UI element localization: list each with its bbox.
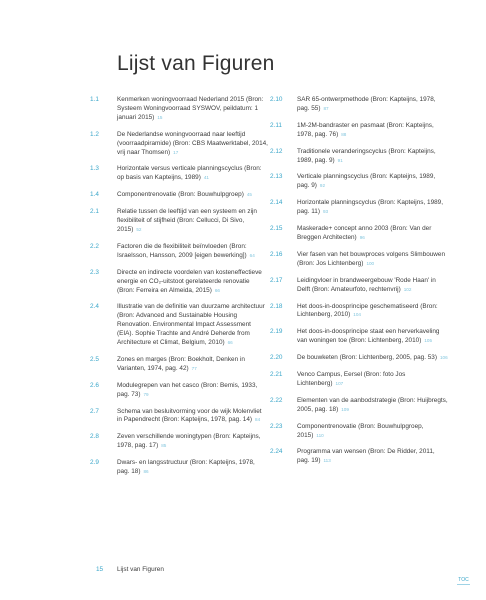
figure-caption-text: Zones en marges (Bron: Boekholt, Denken in Varianten, 1974, pag. 42) xyxy=(117,355,245,372)
page-reference[interactable]: 105 xyxy=(424,338,433,344)
figure-entry[interactable] xyxy=(90,303,268,348)
figure-caption xyxy=(297,122,448,140)
figure-number: 2.14 xyxy=(270,199,283,207)
figure-number: 2.3 xyxy=(90,268,99,276)
figure-caption xyxy=(117,382,268,400)
figure-number: 1.3 xyxy=(90,165,99,173)
figure-caption-text: De bouwketen (Bron: Lichtenberg, 2005, pag. 53) xyxy=(297,354,437,362)
toc-underline xyxy=(457,584,470,585)
toc-label: TOC xyxy=(458,577,469,583)
page-reference[interactable]: 109 xyxy=(341,406,349,412)
figure-caption-text: Leidingvloer in brandweergebouw 'Rode Haan' in Delft (Bron: Amateurfoto, rechtenvrij) xyxy=(297,276,436,293)
page-reference[interactable]: 93 xyxy=(322,209,329,215)
figure-caption xyxy=(297,448,448,466)
figure-caption xyxy=(297,354,448,363)
figure-caption-text: Factoren die de flexibiliteit beïnvloeden (Bron: Israelsson, Hansson, 2009 [eigen bewerking]) xyxy=(117,242,247,259)
figure-caption-text: Zeven verschillende woningtypen (Bron: Kapteijns, 1978, pag. 17) xyxy=(117,433,261,450)
page-reference[interactable]: 91 xyxy=(337,157,343,163)
page-reference[interactable]: 100 xyxy=(366,260,375,266)
page-reference[interactable]: 86 xyxy=(143,469,149,475)
page-reference[interactable]: 17 xyxy=(173,149,179,155)
figure-caption-text: Maskerade+ concept anno 2003 (Bron: Van der Breggen Architecten) xyxy=(297,225,432,241)
figure-caption-text: Dwars- en langsstructuur (Bron: Kapteijns, 1978, pag. 18) xyxy=(117,459,255,476)
figure-caption-text: Kenmerken woningvoorraad Nederland 2015 (Bron: Systeem Woningvoorraad SYSWOV, peildatum: 1 januari 2015) xyxy=(117,96,264,121)
page-reference[interactable]: 15 xyxy=(157,114,163,120)
figure-caption-text: Elementen van de aanbodstrategie (Bron: Huijbregts, 2005, pag. 18) xyxy=(297,396,448,413)
figure-number: 2.23 xyxy=(270,422,283,430)
figure-entry[interactable] xyxy=(270,122,448,140)
page-reference[interactable]: 104 xyxy=(353,312,361,318)
page-reference[interactable]: 66 xyxy=(227,340,233,346)
page-reference[interactable]: 107 xyxy=(335,380,344,386)
page-reference[interactable]: 106 xyxy=(439,355,448,361)
figure-caption-text: 1M-2M-bandraster en pasmaat (Bron: Kapteijns, 1978, pag. 76) xyxy=(297,121,434,138)
figure-entry[interactable] xyxy=(270,448,448,466)
figure-entry[interactable] xyxy=(270,173,448,191)
figure-entry[interactable] xyxy=(270,371,448,389)
figure-number: 1.2 xyxy=(90,130,99,138)
figure-caption xyxy=(297,96,448,114)
figure-entry[interactable] xyxy=(90,433,268,451)
figure-number: 2.18 xyxy=(270,302,283,310)
figure-caption-text: Verticale planningscyclus (Bron: Kapteijns, 1989, pag. 9) xyxy=(297,173,436,190)
figure-entry[interactable] xyxy=(270,225,448,243)
figure-caption xyxy=(117,165,268,183)
figure-caption-text: Illustratie van de definitie van duurzame architectuur (Bron: Advanced and Sustainable Housing Renovation. Environmental Impact Assessment (EIA). Sophie Trachte and André Deherde from Architecture et Climat, Belgium, 2010) xyxy=(117,303,265,347)
page-reference[interactable]: 102 xyxy=(403,286,412,292)
figure-caption xyxy=(297,397,448,415)
page-reference[interactable]: 110 xyxy=(316,432,324,438)
page-title: Lijst van Figuren xyxy=(117,52,275,75)
figure-caption-text: Horizontale planningscyclus (Bron: Kapteijns, 1989, pag. 11) xyxy=(297,199,444,216)
footer-page-number: 15 xyxy=(96,566,104,573)
figure-caption xyxy=(117,408,268,426)
figure-caption xyxy=(297,148,448,166)
page-reference[interactable]: 88 xyxy=(341,131,347,137)
figure-caption xyxy=(117,303,268,348)
figure-caption-text: Het doos-in-doosprincipe staat een herverkaveling van woningen toe (Bron: Lichtenberg, 2010) xyxy=(297,328,440,345)
figure-caption-text: Schema van besluitvorming voor de wijk Molenvliet in Papendrecht (Bron: Kapteijns, 1978, pag. 14) xyxy=(117,407,262,424)
figure-entry[interactable] xyxy=(270,96,448,114)
page-footer xyxy=(96,566,164,573)
figure-number: 2.10 xyxy=(270,96,283,103)
figure-entry[interactable] xyxy=(90,165,268,183)
figure-number: 2.17 xyxy=(270,276,283,284)
figure-entry[interactable] xyxy=(270,199,448,217)
page-reference[interactable]: 87 xyxy=(323,105,329,111)
figure-entry[interactable] xyxy=(270,148,448,166)
figure-number: 2.16 xyxy=(270,250,283,258)
page-reference[interactable]: 66 xyxy=(214,287,220,293)
figure-caption xyxy=(297,371,448,389)
figure-number: 1.4 xyxy=(90,191,99,199)
figure-number: 2.9 xyxy=(90,459,99,467)
figure-number: 2.22 xyxy=(270,396,283,404)
figure-number: 2.20 xyxy=(270,354,283,362)
page-reference[interactable]: 85 xyxy=(161,443,167,449)
figure-entry[interactable] xyxy=(270,277,448,295)
figure-caption xyxy=(117,96,268,123)
figure-caption-text: Vier fasen van het bouwproces volgens Slimbouwen (Bron: Jos Lichtenberg) xyxy=(297,250,446,267)
figure-caption-text: Directe en indirecte voordelen van kosteneffectieve energie en CO₂-uitstoot gerelateerde renovatie (Bron: Ferreira en Almeida, 2015) xyxy=(117,268,262,294)
figure-entry[interactable] xyxy=(270,397,448,415)
figure-caption-text: Venco Campus, Eersel (Bron: foto Jos Lichtenberg) xyxy=(297,371,406,387)
figure-caption xyxy=(297,225,448,243)
page-reference[interactable]: 52 xyxy=(136,226,142,232)
page-reference[interactable]: 92 xyxy=(319,183,326,189)
figure-caption xyxy=(117,269,268,296)
figure-caption-text: De Nederlandse woningvoorraad naar leeftijd (voorraadpiramide) (Bron: CBS Maatwerktabel, 2014, vrij naar Thomsen) xyxy=(117,130,268,156)
figure-number: 2.11 xyxy=(270,121,282,129)
figure-entry[interactable] xyxy=(90,408,268,426)
page-reference[interactable]: 77 xyxy=(191,365,197,371)
figure-number: 2.7 xyxy=(90,407,99,415)
figure-entry[interactable] xyxy=(270,328,448,346)
footer-title: Lijst van Figuren xyxy=(117,566,164,573)
figure-entry[interactable] xyxy=(90,269,268,296)
figure-entry[interactable] xyxy=(270,303,448,321)
figure-caption xyxy=(297,173,448,191)
figure-caption xyxy=(117,191,268,200)
figure-caption xyxy=(297,251,448,269)
figure-entry[interactable] xyxy=(90,191,268,200)
figure-caption-text: Het doos-in-doosprincipe geschematiseerd (Bron: Lichtenberg, 2010) xyxy=(297,302,438,319)
figure-caption-text: Programma van wensen (Bron: De Ridder, 2011, pag. 19) xyxy=(297,448,435,465)
figure-caption xyxy=(117,208,268,235)
figure-caption xyxy=(297,328,448,346)
page-reference[interactable]: 64 xyxy=(249,252,255,258)
figure-caption xyxy=(297,423,448,441)
figure-caption-text: Modulegrepen van het casco (Bron: Bemis, 1933, pag. 73) xyxy=(117,381,258,398)
figure-caption-text: Horizontale versus verticale planningscyclus (Bron: op basis van Kapteijns, 1989) xyxy=(117,165,262,182)
figure-entry[interactable] xyxy=(270,423,448,441)
figure-caption xyxy=(117,356,268,374)
figure-number: 2.24 xyxy=(270,448,283,456)
figure-number: 2.12 xyxy=(270,147,283,155)
figure-entry[interactable] xyxy=(90,243,268,261)
figure-number: 2.1 xyxy=(90,208,99,216)
figure-number: 2.13 xyxy=(270,173,283,181)
figure-caption xyxy=(117,243,268,261)
figure-number: 2.15 xyxy=(270,225,283,233)
figure-caption-text: Componentrenovatie (Bron: Bouwhulpgroep, 2015) xyxy=(297,422,424,439)
figure-caption xyxy=(297,199,448,217)
page-reference[interactable]: 79 xyxy=(143,391,149,397)
figure-number: 2.6 xyxy=(90,381,99,389)
figure-entry[interactable] xyxy=(90,356,268,374)
figure-caption xyxy=(117,433,268,451)
figure-entry[interactable] xyxy=(90,96,268,123)
figure-caption xyxy=(297,277,448,295)
figure-number: 2.2 xyxy=(90,242,99,250)
figure-number: 2.21 xyxy=(270,371,283,379)
figure-caption xyxy=(297,303,448,321)
figure-number: 2.4 xyxy=(90,303,99,311)
figure-entry[interactable] xyxy=(270,354,448,363)
figure-caption-text: Componentrenovatie (Bron: Bouwhulpgroep) xyxy=(117,191,244,199)
figure-entry[interactable] xyxy=(90,131,268,158)
figure-entry[interactable] xyxy=(90,208,268,235)
page-reference[interactable]: 45 xyxy=(246,192,252,198)
figure-caption xyxy=(117,459,268,477)
figure-caption-text: Relatie tussen de leeftijd van een systeem en zijn flexibiliteit of stijfheid (Bron: Cellucci, Di Sivo, 2015) xyxy=(117,208,257,233)
figure-number: 2.5 xyxy=(90,355,99,363)
page-reference[interactable]: 84 xyxy=(255,417,261,423)
page-reference[interactable]: 113 xyxy=(323,458,331,464)
figure-number: 2.8 xyxy=(90,433,99,441)
figure-list-left xyxy=(90,96,268,477)
figure-number: 2.19 xyxy=(270,328,283,336)
figure-entry[interactable] xyxy=(270,251,448,269)
figure-caption xyxy=(117,131,268,158)
figure-list-right xyxy=(270,96,448,466)
figure-number: 1.1 xyxy=(90,96,99,103)
figure-caption-text: Traditionele veranderingscyclus (Bron: Kapteijns, 1989, pag. 9) xyxy=(297,147,436,164)
page-reference[interactable]: 96 xyxy=(359,234,365,240)
figure-entry[interactable] xyxy=(90,382,268,400)
toc-link[interactable] xyxy=(457,577,470,585)
figure-caption-text: SAR 65-ontwerpmethode (Bron: Kapteijns, 1978, pag. 55) xyxy=(297,96,436,112)
figure-entry[interactable] xyxy=(90,459,268,477)
page-reference[interactable]: 41 xyxy=(203,175,209,181)
